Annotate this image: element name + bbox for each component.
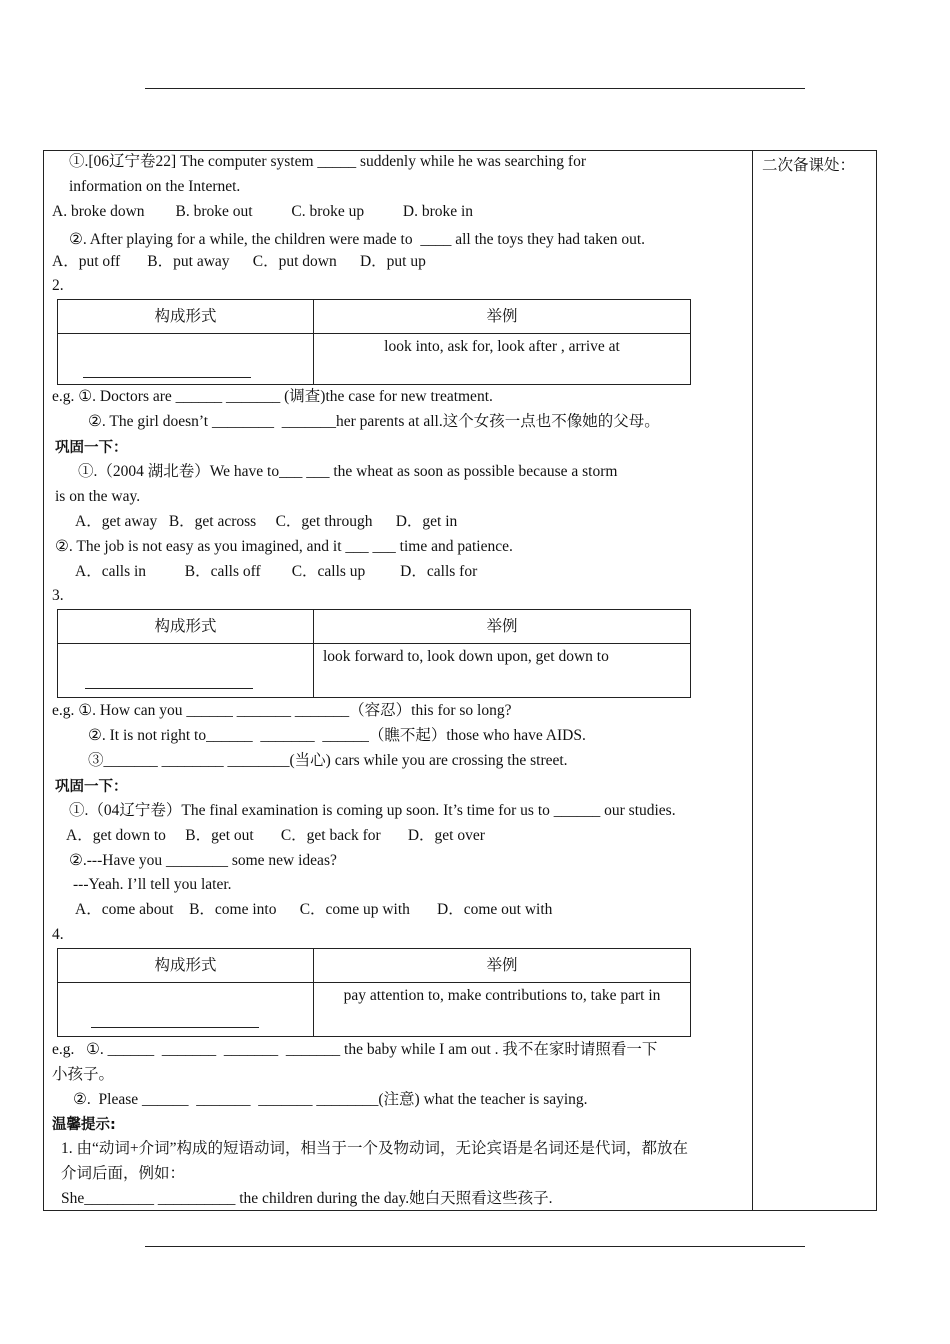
practice1-q1-options: A．get away B．get across C．get through D．get in	[75, 513, 458, 530]
eg3-line-2: ②. It is not right to______ _______ ______（瞧不起）those who have AIDS.	[88, 727, 586, 744]
practice1-q1-line-2: is on the way.	[55, 488, 141, 505]
section-number-2: 2.	[52, 277, 64, 294]
section-number-4: 4.	[52, 926, 64, 943]
table-header-form: 构成形式	[154, 618, 217, 635]
table-example-text: look forward to, look down upon, get down to	[323, 648, 609, 665]
practice1-q2-line: ②. The job is not easy as you imagined, and it ___ ___ time and patience.	[55, 538, 513, 555]
practice-heading-1: 巩固一下：	[55, 440, 128, 456]
eg4-line-2: 小孩子。	[52, 1066, 115, 1083]
q1-line-2: information on the Internet.	[69, 178, 241, 195]
table-header-example: 举例	[486, 618, 518, 635]
table-header-form: 构成形式	[154, 308, 217, 325]
side-column-divider	[752, 150, 753, 1211]
q1-options: A. broke down B. broke out C. broke up D. broke in	[52, 203, 474, 220]
eg4-line-1: e.g. ①. ______ _______ _______ _______ the baby while I am out . 我不在家时请照看一下	[52, 1041, 658, 1058]
tips-heading: 温馨提示:	[52, 1117, 116, 1133]
table-header-form: 构成形式	[154, 957, 217, 974]
form-table-3	[57, 609, 691, 698]
practice2-q2-line-1: ②.---Have you ________ some new ideas?	[69, 852, 337, 869]
practice2-q2-line-2: ---Yeah. I’ll tell you later.	[73, 876, 232, 893]
table-divider	[58, 333, 690, 334]
table-header-example: 举例	[486, 308, 518, 325]
practice-heading-2: 巩固一下：	[55, 779, 128, 795]
q2-line: ②. After playing for a while, the children were made to ____ all the toys they had taken out.	[69, 231, 646, 248]
header-rule	[145, 88, 805, 89]
practice1-q1-line-1: ①.（2004 湖北卷）We have to___ ___ the wheat as soon as possible because a storm	[78, 463, 618, 480]
table-header-example: 举例	[486, 957, 518, 974]
form-table-2	[57, 299, 691, 385]
form-table-4	[57, 948, 691, 1037]
fill-in-blank[interactable]	[85, 688, 253, 689]
practice2-q1-line: ①.（04辽宁卷）The final examination is coming up soon. It’s time for us to ______ our studies.	[69, 802, 676, 819]
table-divider	[58, 643, 690, 644]
tip1-example: She_________ __________ the children during the day.她白天照看这些孩子.	[61, 1190, 553, 1207]
table-example-text: pay attention to, make contributions to, take part in	[343, 987, 661, 1004]
eg3-line-3: ③_______ ________ ________(当心) cars while you are crossing the street.	[88, 752, 568, 769]
side-note-label: 二次备课处：	[762, 157, 856, 174]
eg2-line-1: e.g. ①. Doctors are ______ _______ (调查)the case for new treatment.	[52, 388, 493, 405]
eg2-line-2: ②. The girl doesn’t ________ _______her parents at all.这个女孩一点也不像她的父母。	[88, 413, 660, 430]
tip1-line-2: 介词后面，例如：	[61, 1165, 186, 1182]
table-example-text: look into, ask for, look after , arrive at	[384, 338, 620, 355]
table-divider	[58, 982, 690, 983]
tip1-line-1: 1. 由“动词+介词”构成的短语动词，相当于一个及物动词，无论宾语是名词还是代词，都放在	[61, 1140, 689, 1157]
fill-in-blank[interactable]	[91, 1027, 259, 1028]
eg4-line-3: ②. Please ______ _______ _______ ________(注意) what the teacher is saying.	[73, 1091, 588, 1108]
eg3-line-1: e.g. ①. How can you ______ _______ _______（容忍）this for so long?	[52, 702, 512, 719]
practice2-q2-options: A．come about B．come into C．come up with D．come out with	[75, 901, 553, 918]
q1-line-1: ①.[06辽宁卷22] The computer system _____ suddenly while he was searching for	[69, 153, 586, 170]
fill-in-blank[interactable]	[83, 377, 251, 378]
q2-options: A．put off B．put away C．put down D．put up	[52, 253, 426, 270]
practice1-q2-options: A．calls in B．calls off C．calls up D．calls for	[75, 563, 478, 580]
footer-rule	[145, 1246, 805, 1247]
section-number-3: 3.	[52, 587, 64, 604]
practice2-q1-options: A．get down to B．get out C．get back for D．get over	[66, 827, 485, 844]
